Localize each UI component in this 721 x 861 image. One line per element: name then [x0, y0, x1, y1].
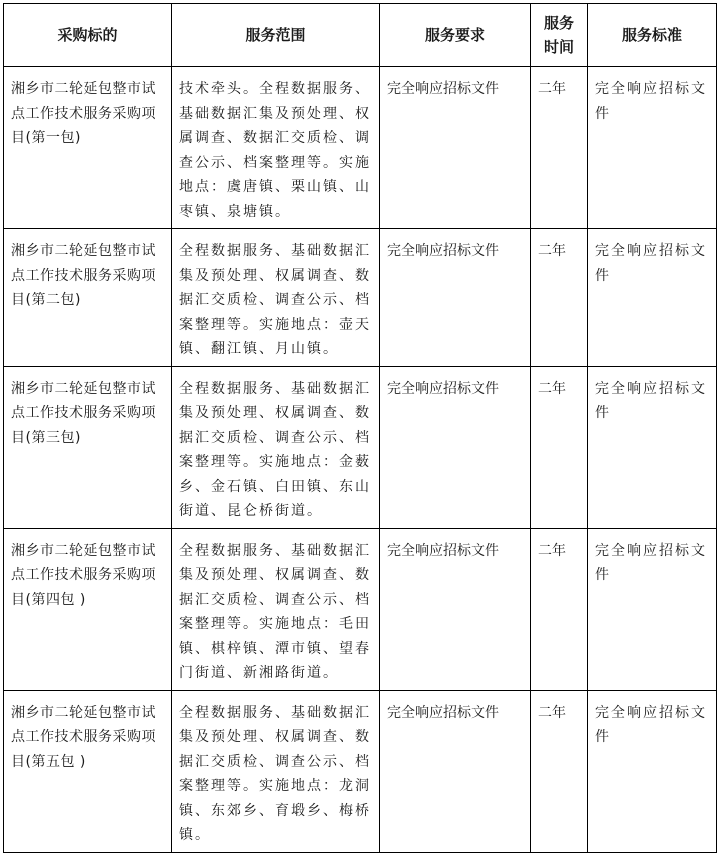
table-row — [4, 366, 717, 528]
cell-subject: 湘乡市二轮延包整市试点工作技术服务采购项目(第二包) — [4, 229, 172, 367]
cell-period: 二年 — [531, 229, 588, 367]
cell-subject: 湘乡市二轮延包整市试点工作技术服务采购项目(第三包) — [4, 366, 172, 528]
header-period: 服务时间 — [531, 4, 588, 67]
table-row — [4, 229, 717, 367]
cell-period: 二年 — [531, 67, 588, 229]
table-row — [4, 528, 717, 690]
cell-standard: 完全响应招标文件 — [588, 366, 717, 528]
cell-requirement: 完全响应招标文件 — [380, 528, 531, 690]
cell-scope: 全程数据服务、基础数据汇集及预处理、权属调查、数据汇交质检、调查公示、档案整理等。实施地点：金薮乡、金石镇、白田镇、东山街道、昆仑桥街道。 — [172, 366, 380, 528]
cell-scope: 全程数据服务、基础数据汇集及预处理、权属调查、数据汇交质检、调查公示、档案整理等。实施地点：龙洞镇、东郊乡、育塅乡、梅桥镇。 — [172, 690, 380, 852]
cell-standard: 完全响应招标文件 — [588, 67, 717, 229]
header-scope: 服务范围 — [172, 4, 380, 67]
cell-requirement: 完全响应招标文件 — [380, 67, 531, 229]
cell-period: 二年 — [531, 366, 588, 528]
cell-standard: 完全响应招标文件 — [588, 229, 717, 367]
cell-scope: 全程数据服务、基础数据汇集及预处理、权属调查、数据汇交质检、调查公示、档案整理等。实施地点：毛田镇、棋梓镇、潭市镇、望春门街道、新湘路街道。 — [172, 528, 380, 690]
cell-requirement: 完全响应招标文件 — [380, 229, 531, 367]
header-subject: 采购标的 — [4, 4, 172, 67]
cell-scope: 全程数据服务、基础数据汇集及预处理、权属调查、数据汇交质检、调查公示、档案整理等。实施地点：壶天镇、翻江镇、月山镇。 — [172, 229, 380, 367]
header-standard: 服务标准 — [588, 4, 717, 67]
cell-subject: 湘乡市二轮延包整市试点工作技术服务采购项目(第五包 ) — [4, 690, 172, 852]
cell-standard: 完全响应招标文件 — [588, 690, 717, 852]
cell-period: 二年 — [531, 528, 588, 690]
procurement-table — [3, 3, 717, 853]
table-row — [4, 67, 717, 229]
cell-requirement: 完全响应招标文件 — [380, 690, 531, 852]
table-row — [4, 690, 717, 852]
cell-scope: 技术牵头。全程数据服务、基础数据汇集及预处理、权属调查、数据汇交质检、调查公示、档案整理等。实施地点：虞唐镇、栗山镇、山枣镇、泉塘镇。 — [172, 67, 380, 229]
cell-subject: 湘乡市二轮延包整市试点工作技术服务采购项目(第一包) — [4, 67, 172, 229]
table-header-row — [4, 4, 717, 67]
cell-standard: 完全响应招标文件 — [588, 528, 717, 690]
header-requirement: 服务要求 — [380, 4, 531, 67]
cell-subject: 湘乡市二轮延包整市试点工作技术服务采购项目(第四包 ) — [4, 528, 172, 690]
cell-period: 二年 — [531, 690, 588, 852]
cell-requirement: 完全响应招标文件 — [380, 366, 531, 528]
